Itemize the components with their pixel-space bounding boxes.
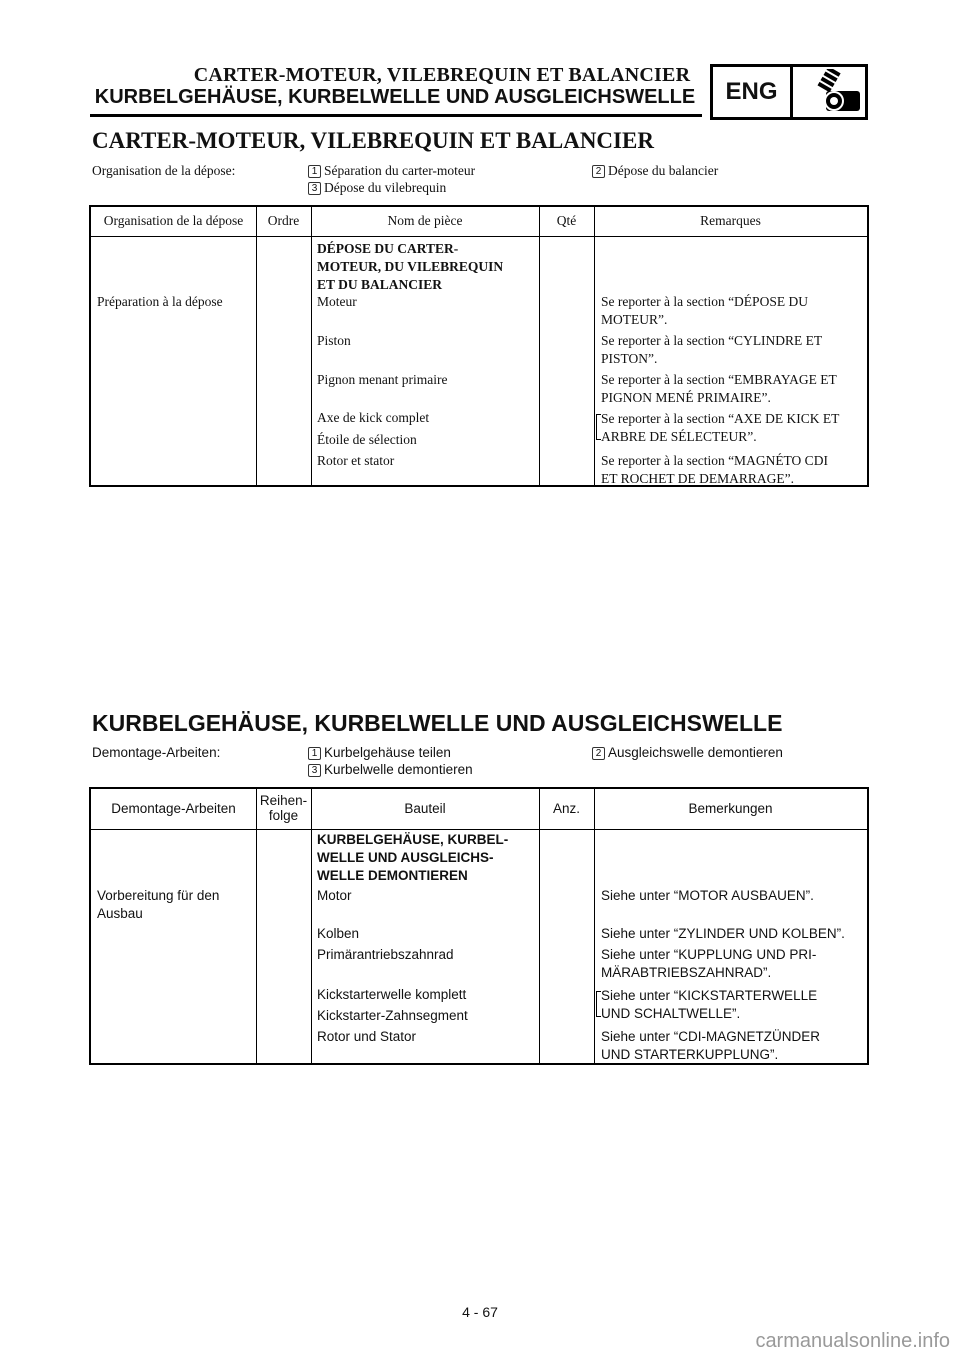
remark: Siehe unter “CDI-MAGNETZÜNDER UND STARTERKUPPLUNG”. <box>601 1029 821 1062</box>
col-header: Bemerkungen <box>688 801 773 816</box>
part-name: Rotor und Stator <box>317 1029 417 1044</box>
col-divider <box>539 789 540 1063</box>
col-header: Anz. <box>552 801 580 816</box>
part-name: Moteur <box>317 294 357 309</box>
remark: Se reporter à la section “MAGNÉTO CDI ET ROCHET DE DEMARRAGE”. <box>601 453 828 486</box>
section-title-de: KURBELGEHÄUSE, KURBELWELLE UND AUSGLEICHSWELLE <box>92 710 783 736</box>
step-number: 2 <box>592 747 605 760</box>
eng-label: ENG <box>713 67 793 117</box>
col-divider <box>594 207 595 485</box>
part-name: Axe de kick complet <box>317 410 430 425</box>
col-divider <box>539 207 540 485</box>
remark: Se reporter à la section “EMBRAYAGE ET PIGNON MENÉ PRIMAIRE”. <box>601 372 837 405</box>
step-number: 3 <box>308 764 321 777</box>
col-header: Qté <box>556 213 577 228</box>
step-text: Ausgleichswelle demontieren <box>608 745 783 760</box>
part-name: Étoile de sélection <box>317 432 417 447</box>
col-header: Bauteil <box>404 801 446 816</box>
remark: Se reporter à la section “CYLINDRE ET PISTON”. <box>601 333 823 366</box>
col-header: Demontage-Arbeiten <box>111 801 236 816</box>
part-name: Motor <box>317 888 352 903</box>
step-text: Dépose du balancier <box>608 163 719 178</box>
removal-table-fr <box>89 205 869 487</box>
heading-row: KURBELGEHÄUSE, KURBEL- WELLE UND AUSGLEICHS- WELLE DEMONTIEREN <box>317 832 509 883</box>
part-name: Rotor et stator <box>317 453 395 468</box>
org-label-fr: Organisation de la dépose: <box>92 163 236 178</box>
page-number: 4 - 67 <box>462 1304 498 1320</box>
header-title-fr: CARTER-MOTEUR, VILEBREQUIN ET BALANCIER <box>193 64 691 86</box>
step-1-fr <box>308 162 475 179</box>
part-name: Pignon menant primaire <box>317 372 448 387</box>
step-3-de <box>308 761 473 778</box>
header-title-de: KURBELGEHÄUSE, KURBELWELLE UND AUSGLEICHSWELLE <box>94 86 696 108</box>
col-header: Reihen- folge <box>259 793 308 823</box>
step-2-de <box>592 744 783 761</box>
prep-label: Préparation à la dépose <box>97 294 223 309</box>
part-name: Primärantriebszahnrad <box>317 947 454 962</box>
bracket <box>596 991 601 1017</box>
col-divider <box>594 789 595 1063</box>
section-title-fr: CARTER-MOTEUR, VILEBREQUIN ET BALANCIER <box>92 128 654 153</box>
remark: Siehe unter “KICKSTARTERWELLE UND SCHALTWELLE”. <box>601 988 818 1021</box>
step-number: 1 <box>308 747 321 760</box>
heading-row: DÉPOSE DU CARTER- MOTEUR, DU VILEBREQUIN ET DU BALANCIER <box>317 241 504 292</box>
part-name: Kolben <box>317 926 360 941</box>
col-divider <box>311 789 312 1063</box>
remark: Siehe unter “ZYLINDER UND KOLBEN”. <box>601 926 845 941</box>
remark: Se reporter à la section “AXE DE KICK ET ARBRE DE SÉLECTEUR”. <box>601 411 840 444</box>
prep-label: Vorbereitung für den Ausbau <box>97 888 220 921</box>
col-header: Organisation de la dépose <box>103 213 244 228</box>
part-name: Kickstarter-Zahnsegment <box>317 1008 468 1023</box>
step-text: Dépose du vilebrequin <box>324 180 447 195</box>
part-name: Piston <box>317 333 351 348</box>
bracket <box>596 414 601 440</box>
col-header: Nom de pièce <box>387 213 463 228</box>
remark: Se reporter à la section “DÉPOSE DU MOTEUR”. <box>601 294 808 327</box>
watermark: carmanualsonline.info <box>755 1330 950 1352</box>
removal-table-de <box>89 787 869 1065</box>
step-number: 3 <box>308 182 321 195</box>
step-3-fr <box>308 179 446 196</box>
step-2-fr <box>592 162 718 179</box>
header-rule <box>90 114 702 117</box>
table-header <box>91 789 867 830</box>
step-text: Séparation du carter-moteur <box>324 163 476 178</box>
engine-piston-icon <box>796 69 866 115</box>
step-text: Kurbelwelle demontieren <box>324 762 473 777</box>
part-name: Kickstarterwelle komplett <box>317 987 467 1002</box>
org-label-de: Demontage-Arbeiten: <box>92 745 221 760</box>
step-1-de <box>308 744 451 761</box>
eng-badge <box>710 64 868 120</box>
col-divider <box>256 789 257 1063</box>
col-divider <box>256 207 257 485</box>
remark: Siehe unter “MOTOR AUSBAUEN”. <box>601 888 814 903</box>
step-number: 1 <box>308 165 321 178</box>
remark: Siehe unter “KUPPLUNG UND PRI- MÄRABTRIEBSZAHNRAD”. <box>601 947 817 980</box>
table-header <box>91 207 867 237</box>
step-text: Kurbelgehäuse teilen <box>324 745 451 760</box>
step-number: 2 <box>592 165 605 178</box>
col-header: Ordre <box>267 213 300 228</box>
col-header: Remarques <box>700 213 761 228</box>
